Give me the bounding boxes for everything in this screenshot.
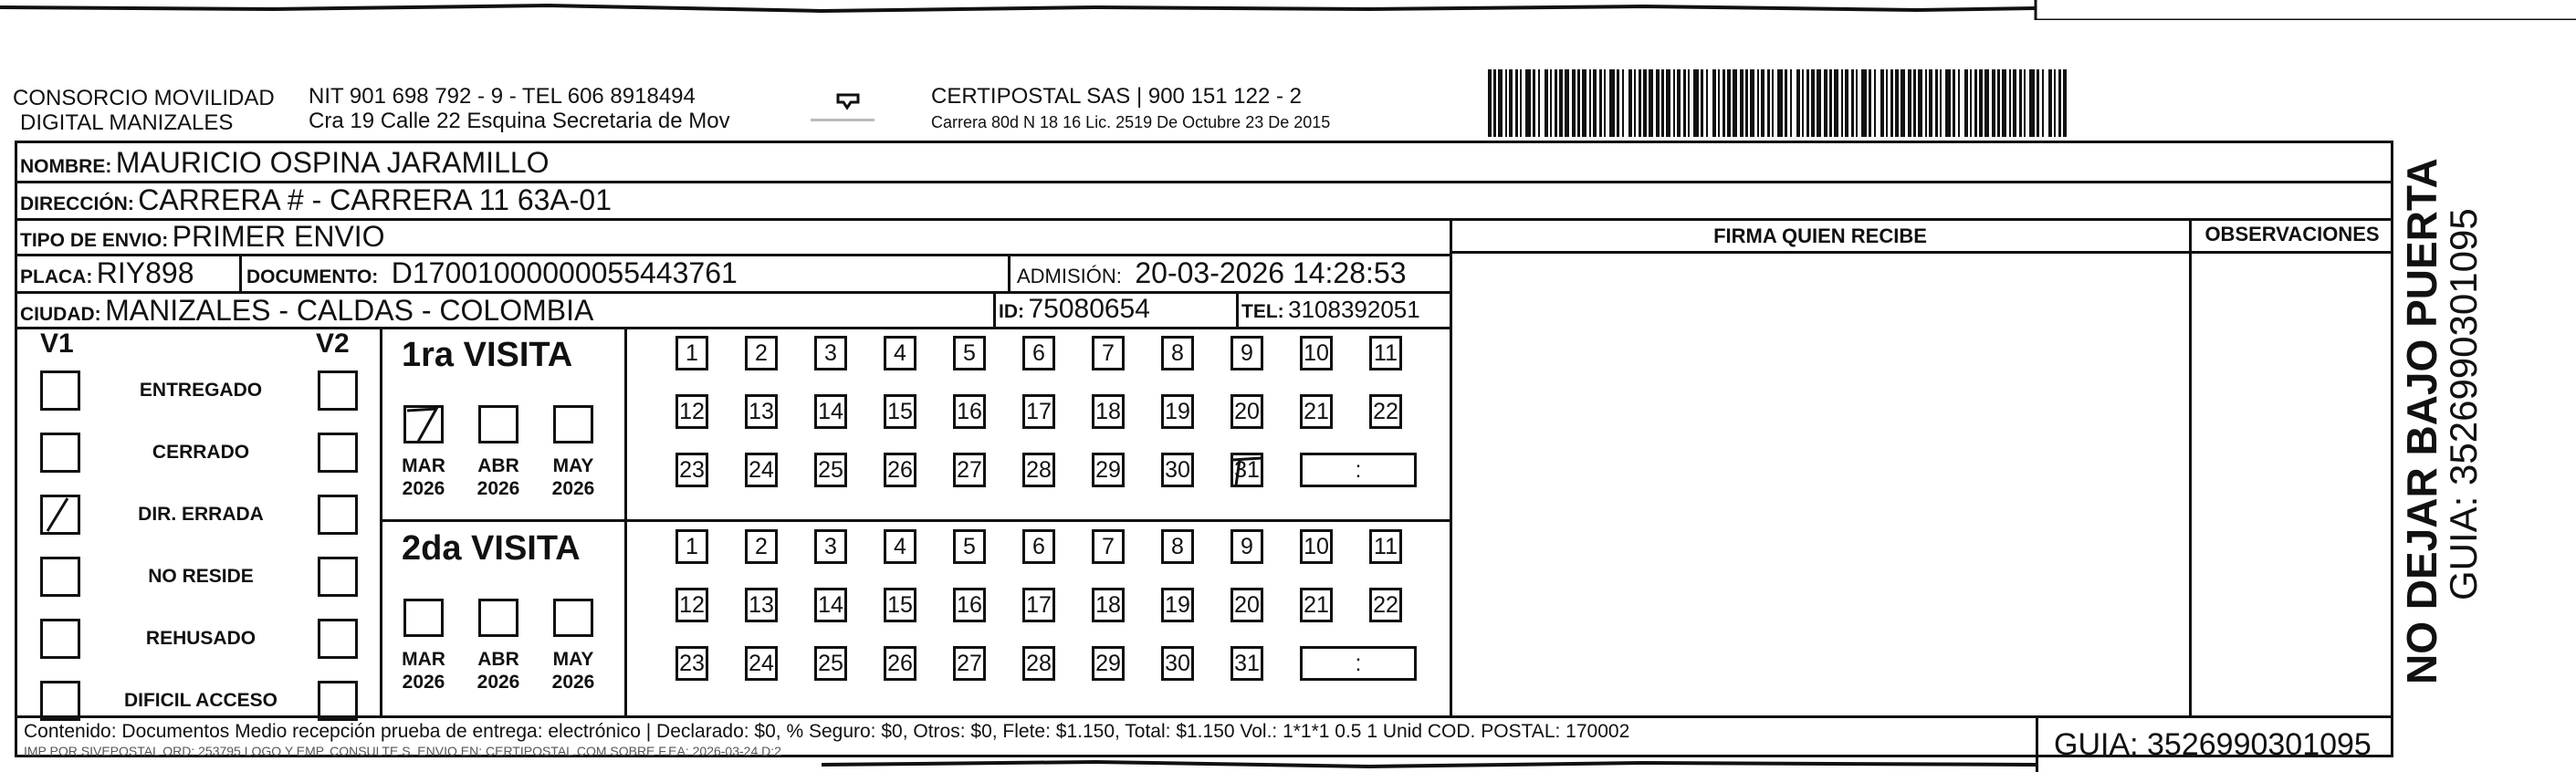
barcode-bar: [1706, 69, 1708, 137]
day-mark: [1230, 453, 1263, 487]
direccion-row: [20, 183, 612, 217]
barcode-bar: [1925, 69, 1927, 137]
courier-license: Carrera 80d N 18 16 Lic. 2519 De Octubre 23 De 2015: [931, 113, 1331, 131]
torn-top-edge: [0, 0, 2576, 20]
admision-label: ADMISIÓN:: [1017, 265, 1122, 287]
first-visit-day-box[interactable]: 2: [745, 336, 778, 370]
barcode-bar: [1777, 69, 1783, 137]
barcode-bar: [1901, 69, 1905, 137]
v1-checkbox[interactable]: [40, 495, 80, 535]
barcode-bar: [1712, 69, 1716, 137]
barcode-bar: [1634, 69, 1636, 137]
sender-block: [13, 86, 275, 135]
direccion-value: CARRERA # - CARRERA 11 63A-01: [138, 183, 613, 216]
barcode-bar: [1886, 69, 1888, 137]
tipo-label: TIPO DE ENVIO:: [20, 230, 169, 251]
barcode-bar: [1908, 69, 1911, 137]
first-visit-day-box[interactable]: 29: [1092, 453, 1125, 487]
first-visit-day-box[interactable]: 26: [884, 453, 916, 487]
barcode-bar: [1929, 69, 1932, 137]
first-visit-day-box[interactable]: 9: [1230, 336, 1263, 370]
nombre-value: MAURICIO OSPINA JARAMILLO: [115, 146, 550, 179]
barcode-bar: [1559, 69, 1563, 137]
barcode-bar: [1643, 69, 1647, 137]
section-divider: [380, 519, 1451, 522]
second-visit-day-box[interactable]: 30: [1161, 646, 1194, 681]
first-visit-day-box[interactable]: 21: [1300, 394, 1333, 429]
barcode-bar: [1628, 69, 1632, 137]
second-visit-time-box[interactable]: :: [1300, 646, 1417, 681]
barcode-bar: [1582, 69, 1586, 137]
first-visit-day-box[interactable]: 17: [1022, 394, 1055, 429]
barcode-bar: [1895, 69, 1899, 137]
second-visit-day-box[interactable]: 22: [1369, 588, 1402, 622]
barcode-bar: [1834, 69, 1838, 137]
second-visit-day-box[interactable]: 1: [675, 529, 708, 564]
barcode-bar: [1599, 69, 1602, 137]
first-visit-day-box[interactable]: 18: [1092, 394, 1125, 429]
v2-checkbox[interactable]: [318, 370, 358, 411]
barcode-bar: [1829, 69, 1832, 137]
torn-bottom-edge: [822, 754, 2036, 772]
barcode-bar: [1525, 69, 1531, 137]
barcode-bar: [1604, 69, 1606, 137]
second-visit-day-box[interactable]: 6: [1022, 529, 1055, 564]
sender-nit: NIT 901 698 792 - 9 - TEL 606 8918494: [309, 84, 696, 109]
barcode-bar: [2019, 69, 2022, 137]
admision-value: 20-03-2026 14:28:53: [1135, 256, 1407, 289]
first-visit-day-box[interactable]: 12: [675, 394, 708, 429]
second-visit-day-box[interactable]: 11: [1369, 529, 1402, 564]
imp-line: IMP POR SIVEPOSTAL ORD: 253795 LOGO Y EMP. CONSULTE S. ENVIO EN: CERTIPOSTAL.COM SOBRE F.EA: 2026-03-24 D:2: [24, 744, 781, 758]
first-visit-month-label: MAY: [552, 455, 594, 476]
second-visit-month-label: MAY: [552, 649, 594, 670]
second-visit-day-box[interactable]: 15: [884, 588, 916, 622]
barcode-bar: [1538, 69, 1540, 137]
barcode-bar: [1505, 69, 1507, 137]
barcode-bar: [1593, 69, 1597, 137]
barcode-bar: [1639, 69, 1641, 137]
barcode-bar: [1953, 69, 1955, 137]
tel-label: TEL:: [1241, 301, 1284, 322]
barcode-bar: [1958, 69, 1960, 137]
tel-value: 3108392051: [1288, 296, 1420, 323]
v2-checkbox[interactable]: [318, 557, 358, 597]
barcode-bar: [1666, 69, 1670, 137]
barcode: [1486, 69, 2070, 137]
v2-checkbox[interactable]: [318, 681, 358, 721]
second-visit-year-label: 2026: [402, 672, 445, 693]
first-visit-day-box[interactable]: 3: [814, 336, 847, 370]
footer-divider: [2036, 715, 2038, 772]
second-visit-day-box[interactable]: 29: [1092, 646, 1125, 681]
second-visit-month-label: MAR: [402, 649, 445, 670]
barcode-bar: [1811, 69, 1815, 137]
second-visit-day-box[interactable]: 27: [953, 646, 986, 681]
id-label: ID:: [999, 301, 1024, 322]
second-visit-day-box[interactable]: 14: [814, 588, 847, 622]
barcode-bar: [1785, 69, 1787, 137]
barcode-bar: [2054, 69, 2056, 137]
second-visit-day-box[interactable]: 9: [1230, 529, 1263, 564]
barcode-bar: [1701, 69, 1703, 137]
admision-cell: [1017, 256, 1407, 290]
first-visit-day-box[interactable]: 8: [1161, 336, 1194, 370]
first-visit-day-box[interactable]: 25: [814, 453, 847, 487]
observaciones-header: OBSERVACIONES: [2204, 223, 2380, 245]
barcode-bar: [1992, 69, 1995, 137]
barcode-bar: [1545, 69, 1548, 137]
second-visit-day-box[interactable]: 25: [814, 646, 847, 681]
ciudad-row: [20, 294, 593, 328]
first-visit-day-box[interactable]: 20: [1230, 394, 1263, 429]
barcode-bar: [2009, 69, 2011, 137]
first-visit-day-box[interactable]: 15: [884, 394, 916, 429]
second-visit-day-box[interactable]: 13: [745, 588, 778, 622]
side-text: [2399, 0, 2483, 772]
column-divider: [1450, 218, 1452, 715]
first-visit-month-label: ABR: [477, 455, 519, 476]
barcode-bar: [1913, 69, 1916, 137]
second-visit-day-box[interactable]: 17: [1022, 588, 1055, 622]
id-value: 75080654: [1028, 294, 1150, 324]
barcode-bar: [1817, 69, 1821, 137]
barcode-bar: [1533, 69, 1535, 137]
ciudad-value: MANIZALES - CALDAS - COLOMBIA: [105, 294, 594, 327]
barcode-bar: [1945, 69, 1951, 137]
barcode-bar: [1683, 69, 1686, 137]
second-visit-year-label: 2026: [551, 672, 595, 693]
firma-header: FIRMA QUIEN RECIBE: [1713, 224, 1927, 247]
sender-nit-block: [309, 84, 730, 133]
barcode-bar: [1577, 69, 1580, 137]
second-visit-day-box[interactable]: 2: [745, 529, 778, 564]
barcode-bar: [2024, 69, 2026, 137]
second-visit-day-box[interactable]: 19: [1161, 588, 1194, 622]
second-visit-day-box[interactable]: 31: [1230, 646, 1263, 681]
barcode-bar: [1890, 69, 1893, 137]
first-visit-month-box[interactable]: [553, 405, 593, 443]
barcode-bar: [2037, 69, 2039, 137]
barcode-bar: [1745, 69, 1748, 137]
barcode-bar: [1488, 69, 1492, 137]
v1-checkbox[interactable]: [40, 433, 80, 473]
first-visit-day-box[interactable]: 31: [1230, 453, 1263, 487]
barcode-bar: [1661, 69, 1664, 137]
second-visit-day-box[interactable]: 20: [1230, 588, 1263, 622]
documento-cell: [246, 256, 738, 290]
cell-divider: [1236, 291, 1239, 327]
barcode-bar: [1589, 69, 1591, 137]
second-visit-day-box[interactable]: 16: [953, 588, 986, 622]
barcode-bar: [1796, 69, 1800, 137]
second-visit-month-box[interactable]: [403, 599, 444, 637]
first-visit-day-box[interactable]: 13: [745, 394, 778, 429]
barcode-bar: [1757, 69, 1759, 137]
cell-divider: [239, 254, 242, 291]
first-visit-day-box[interactable]: 27: [953, 453, 986, 487]
first-visit-year-label: 2026: [402, 478, 445, 499]
barcode-bar: [1750, 69, 1754, 137]
second-visit-year-label: 2026: [476, 672, 520, 693]
second-visit-month-label: ABR: [477, 649, 519, 670]
barcode-bar: [1772, 69, 1774, 137]
barcode-bar: [1555, 69, 1557, 137]
barcode-bar: [1856, 69, 1858, 137]
v2-checkbox[interactable]: [318, 433, 358, 473]
barcode-bar: [1918, 69, 1922, 137]
v1-checkbox[interactable]: [40, 370, 80, 411]
first-visit-month-label: MAR: [402, 455, 445, 476]
barcode-bar: [1790, 69, 1792, 137]
observations-area[interactable]: [2194, 256, 2390, 712]
barcode-bar: [1767, 69, 1770, 137]
barcode-bar: [1718, 69, 1720, 137]
signature-area[interactable]: [1455, 256, 2185, 712]
tipo-row: [20, 220, 385, 254]
second-visit-day-box[interactable]: 3: [814, 529, 847, 564]
courier-name: CERTIPOSTAL SAS | 900 151 122 - 2: [931, 84, 1302, 109]
first-visit-time-box[interactable]: :: [1300, 453, 1417, 487]
first-visit-day-box[interactable]: 6: [1022, 336, 1055, 370]
direccion-label: DIRECCIÓN:: [20, 193, 134, 214]
second-visit-month-box[interactable]: [478, 599, 518, 637]
second-visit-day-box[interactable]: 10: [1300, 529, 1333, 564]
barcode-bar: [1515, 69, 1518, 137]
v1-checkbox[interactable]: [40, 557, 80, 597]
barcode-bar: [1970, 69, 1972, 137]
barcode-bar: [1733, 69, 1737, 137]
barcode-bar: [1498, 69, 1503, 137]
courier-logo-icon: [801, 86, 884, 128]
second-visit-day-box[interactable]: 23: [675, 646, 708, 681]
barcode-bar: [1572, 69, 1576, 137]
side-guia: GUIA: 3526990301095: [2442, 208, 2485, 600]
barcode-bar: [1845, 69, 1848, 137]
barcode-bar: [1880, 69, 1884, 137]
sender-name-line2: DIGITAL MANIZALES: [20, 110, 234, 135]
first-visit-day-box[interactable]: 7: [1092, 336, 1125, 370]
barcode-bar: [1974, 69, 1977, 137]
v2-checkbox[interactable]: [318, 495, 358, 535]
barcode-bar: [1688, 69, 1690, 137]
column-divider: [2189, 218, 2192, 715]
barcode-bar: [1761, 69, 1764, 137]
first-visit-title: 1ra VISITA: [402, 336, 573, 374]
second-visit-day-box[interactable]: 7: [1092, 529, 1125, 564]
id-cell: [999, 294, 1150, 325]
barcode-bar: [1979, 69, 1983, 137]
v2-checkbox[interactable]: [318, 619, 358, 659]
status-option-label: DIR. ERRADA: [138, 504, 264, 525]
first-visit-day-box[interactable]: 23: [675, 453, 708, 487]
sender-address: Cra 19 Calle 22 Esquina Secretaria de Mov: [309, 109, 730, 133]
second-visit-day-box[interactable]: 5: [953, 529, 986, 564]
first-visit-month-box[interactable]: [478, 405, 518, 443]
barcode-bar: [1493, 69, 1496, 137]
barcode-bar: [1861, 69, 1867, 137]
first-visit-year-label: 2026: [476, 478, 520, 499]
barcode-bar: [1656, 69, 1660, 137]
status-option-label: ENTREGADO: [139, 380, 263, 401]
v1-checkbox[interactable]: [40, 619, 80, 659]
cell-divider: [993, 291, 996, 327]
barcode-bar: [2063, 69, 2067, 137]
second-visit-day-box[interactable]: 21: [1300, 588, 1333, 622]
cell-divider: [1008, 254, 1011, 291]
second-visit-month-box[interactable]: [553, 599, 593, 637]
barcode-bar: [1964, 69, 1968, 137]
nombre-label: NOMBRE:: [20, 156, 112, 177]
row-divider: [1451, 251, 2393, 254]
barcode-bar: [1997, 69, 2000, 137]
ciudad-label: CIUDAD:: [20, 304, 101, 325]
documento-label: DOCUMENTO:: [246, 266, 379, 287]
barcode-bar: [1520, 69, 1522, 137]
barcode-bar: [1673, 69, 1675, 137]
barcode-bar: [2048, 69, 2052, 137]
v1-checkbox[interactable]: [40, 681, 80, 721]
barcode-bar: [1935, 69, 1938, 137]
status-option-label: CERRADO: [152, 442, 250, 463]
first-visit-day-box[interactable]: 22: [1369, 394, 1402, 429]
barcode-bar: [1869, 69, 1871, 137]
barcode-bar: [1740, 69, 1744, 137]
second-visit-title: 2da VISITA: [402, 529, 581, 568]
placa-label: PLACA:: [20, 266, 93, 287]
status-option-label: REHUSADO: [145, 628, 257, 649]
barcode-bar: [1874, 69, 1876, 137]
barcode-bar: [1940, 69, 1942, 137]
first-visit-day-box[interactable]: 4: [884, 336, 916, 370]
first-visit-day-box[interactable]: 11: [1369, 336, 1402, 370]
barcode-bar: [1550, 69, 1552, 137]
second-visit-day-box[interactable]: 28: [1022, 646, 1055, 681]
second-visit-day-box[interactable]: 18: [1092, 588, 1125, 622]
barcode-bar: [2042, 69, 2044, 137]
documento-value: D17001000000055443761: [391, 256, 738, 289]
courier-block: [931, 84, 1330, 135]
contenido-line: Contenido: Documentos Medio recepción prueba de entrega: electrónico | Declarado: $0, % Seguro: $0, Otros: $0, Flete: $1.150, Total: $1.150 Vol.: 1*1*1 0.5 1 Unid COD. POSTAL: 170002: [24, 721, 1630, 742]
first-visit-day-box[interactable]: 19: [1161, 394, 1194, 429]
barcode-bar: [1723, 69, 1725, 137]
barcode-bar: [2029, 69, 2035, 137]
barcode-bar: [1677, 69, 1681, 137]
first-visit-day-box[interactable]: 30: [1161, 453, 1194, 487]
first-visit-day-box[interactable]: 1: [675, 336, 708, 370]
barcode-bar: [1509, 69, 1513, 137]
second-visit-day-box[interactable]: 24: [745, 646, 778, 681]
status-option-label: NO RESIDE: [148, 566, 254, 587]
barcode-bar: [1565, 69, 1569, 137]
status-option-label: DIFICIL ACCESO: [123, 690, 277, 711]
barcode-bar: [1841, 69, 1843, 137]
nombre-row: [20, 146, 550, 180]
side-warning: NO DEJAR BAJO PUERTA: [2398, 158, 2445, 684]
barcode-bar: [1617, 69, 1619, 137]
barcode-bar: [1802, 69, 1804, 137]
barcode-bar: [2058, 69, 2061, 137]
first-visit-day-box[interactable]: 5: [953, 336, 986, 370]
tel-cell: [1241, 296, 1420, 324]
placa-cell: [20, 256, 194, 290]
barcode-bar: [1984, 69, 1989, 137]
sender-name-line1: CONSORCIO MOVILIDAD: [13, 86, 275, 110]
first-visit-day-box[interactable]: 28: [1022, 453, 1055, 487]
second-visit-day-box[interactable]: 12: [675, 588, 708, 622]
first-visit-month-box[interactable]: [403, 405, 444, 443]
barcode-bar: [1649, 69, 1653, 137]
second-visit-day-box[interactable]: 26: [884, 646, 916, 681]
first-visit-day-box[interactable]: 14: [814, 394, 847, 429]
second-visit-day-box[interactable]: 8: [1161, 529, 1194, 564]
first-visit-day-box[interactable]: 10: [1300, 336, 1333, 370]
barcode-bar: [1806, 69, 1809, 137]
v2-label: V2: [316, 329, 350, 359]
v1-label: V1: [40, 329, 74, 359]
barcode-bar: [1609, 69, 1615, 137]
barcode-bar: [2002, 69, 2006, 137]
tipo-value: PRIMER ENVIO: [172, 220, 385, 253]
first-visit-year-label: 2026: [551, 478, 595, 499]
barcode-bar: [1727, 69, 1731, 137]
barcode-bar: [1824, 69, 1827, 137]
barcode-bar: [2013, 69, 2016, 137]
placa-value: RIY898: [96, 256, 194, 289]
first-visit-day-box[interactable]: 16: [953, 394, 986, 429]
barcode-bar: [1693, 69, 1699, 137]
second-visit-day-box[interactable]: 4: [884, 529, 916, 564]
barcode-bar: [1622, 69, 1624, 137]
footer-guia: GUIA: 3526990301095: [2054, 727, 2372, 762]
barcode-bar: [1851, 69, 1854, 137]
first-visit-day-box[interactable]: 24: [745, 453, 778, 487]
